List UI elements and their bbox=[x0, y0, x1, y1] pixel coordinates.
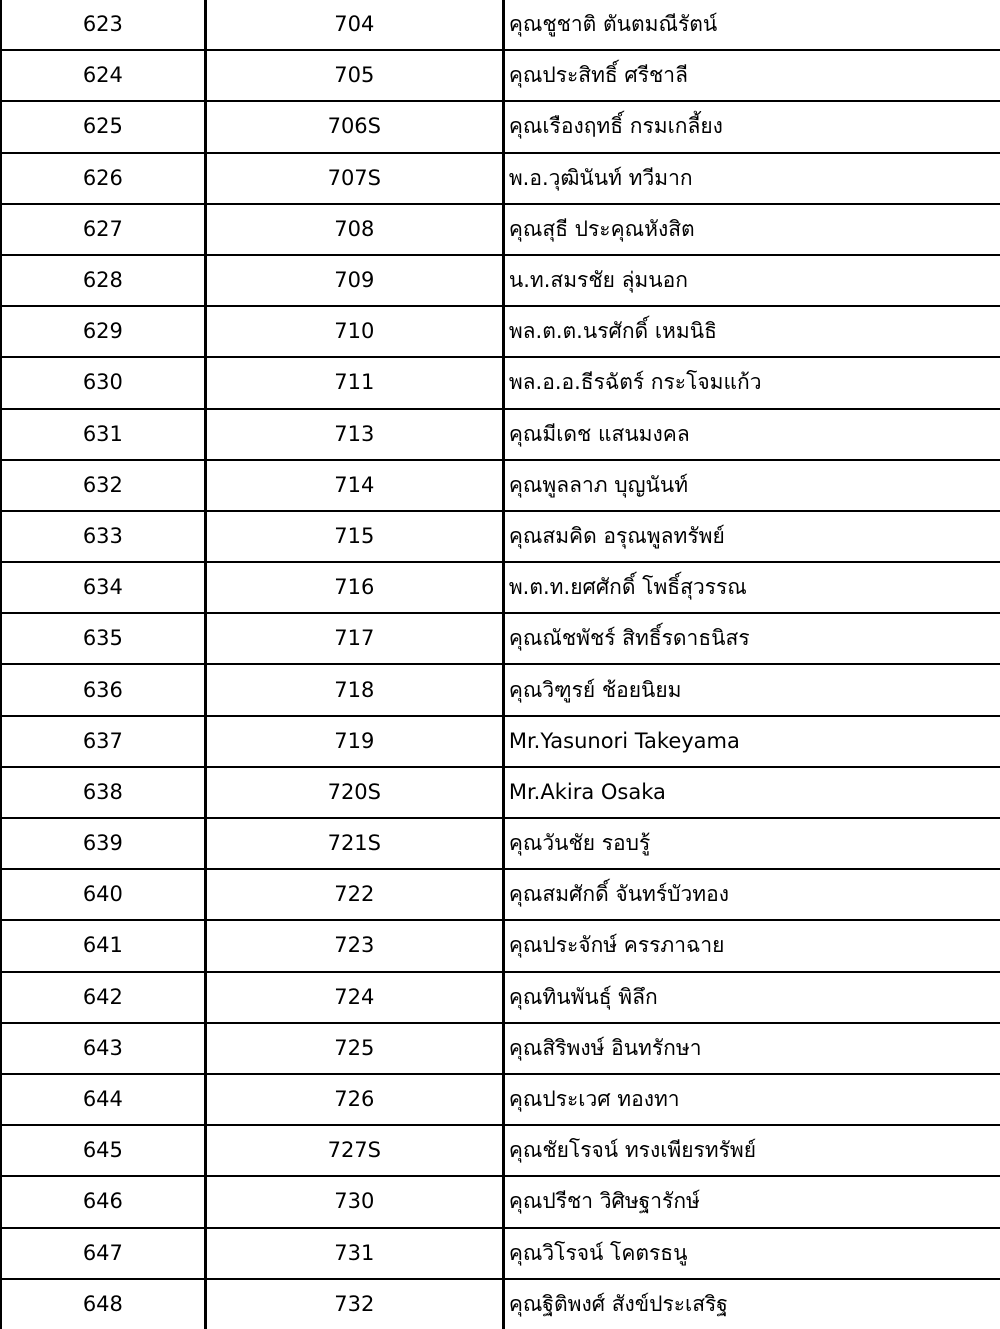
member-name-cell: คุณทินพันธุ์ พิลึก bbox=[503, 972, 1000, 1023]
member-code-cell: 711 bbox=[205, 357, 503, 408]
table-row bbox=[1, 869, 1000, 920]
member-code-cell: 717 bbox=[205, 613, 503, 664]
table-row bbox=[1, 306, 1000, 357]
member-name-cell: คุณปรีชา วิศิษฐารักษ์ bbox=[503, 1176, 1000, 1227]
member-code-cell: 707S bbox=[205, 153, 503, 204]
member-name-cell: คุณวิฑูรย์ ช้อยนิยม bbox=[503, 664, 1000, 715]
table-row bbox=[1, 1023, 1000, 1074]
table-row bbox=[1, 1125, 1000, 1176]
member-name-cell: Mr.Akira Osaka bbox=[503, 767, 1000, 818]
member-name-cell: คุณพูลลาภ บุญนันท์ bbox=[503, 460, 1000, 511]
member-name-cell: พล.อ.อ.ธีรฉัตร์ กระโจมแก้ว bbox=[503, 357, 1000, 408]
member-name-cell: คุณมีเดช แสนมงคล bbox=[503, 409, 1000, 460]
member-code-cell: 715 bbox=[205, 511, 503, 562]
member-code-cell: 720S bbox=[205, 767, 503, 818]
member-name-cell: คุณสุธี ประคุณหังสิต bbox=[503, 204, 1000, 255]
sequence-number-cell: 642 bbox=[1, 972, 205, 1023]
sequence-number-cell: 630 bbox=[1, 357, 205, 408]
sequence-number-cell: 633 bbox=[1, 511, 205, 562]
sequence-number-cell: 641 bbox=[1, 920, 205, 971]
member-name-cell: คุณสิริพงษ์ อินทรักษา bbox=[503, 1023, 1000, 1074]
member-code-cell: 706S bbox=[205, 101, 503, 152]
member-code-cell: 709 bbox=[205, 255, 503, 306]
sequence-number-cell: 634 bbox=[1, 562, 205, 613]
sequence-number-cell: 626 bbox=[1, 153, 205, 204]
sequence-number-cell: 628 bbox=[1, 255, 205, 306]
table-row bbox=[1, 818, 1000, 869]
member-name-cell: คุณฐิติพงศ์ สังข์ประเสริฐ bbox=[503, 1279, 1000, 1329]
table-row bbox=[1, 1176, 1000, 1227]
sequence-number-cell: 645 bbox=[1, 1125, 205, 1176]
member-name-cell: คุณประเวศ ทองทา bbox=[503, 1074, 1000, 1125]
member-name-cell: คุณสมคิด อรุณพูลทรัพย์ bbox=[503, 511, 1000, 562]
table-row bbox=[1, 409, 1000, 460]
sequence-number-cell: 625 bbox=[1, 101, 205, 152]
sequence-number-cell: 624 bbox=[1, 50, 205, 101]
table-row bbox=[1, 50, 1000, 101]
member-name-cell: คุณชัยโรจน์ ทรงเพียรทรัพย์ bbox=[503, 1125, 1000, 1176]
member-code-cell: 731 bbox=[205, 1228, 503, 1279]
table-row bbox=[1, 664, 1000, 715]
table-row bbox=[1, 511, 1000, 562]
table-row bbox=[1, 255, 1000, 306]
table-row bbox=[1, 101, 1000, 152]
sequence-number-cell: 644 bbox=[1, 1074, 205, 1125]
member-name-cell: Mr.Yasunori Takeyama bbox=[503, 716, 1000, 767]
member-code-cell: 710 bbox=[205, 306, 503, 357]
member-name-cell: คุณวันชัย รอบรู้ bbox=[503, 818, 1000, 869]
table-row bbox=[1, 1228, 1000, 1279]
member-code-cell: 719 bbox=[205, 716, 503, 767]
member-code-cell: 708 bbox=[205, 204, 503, 255]
sequence-number-cell: 643 bbox=[1, 1023, 205, 1074]
sequence-number-cell: 638 bbox=[1, 767, 205, 818]
member-name-cell: พล.ต.ต.นรศักดิ์ เหมนิธิ bbox=[503, 306, 1000, 357]
member-name-cell: คุณณัชพัชร์ สิทธิ์รดาธนิสร bbox=[503, 613, 1000, 664]
member-name-cell: น.ท.สมรชัย ลุ่มนอก bbox=[503, 255, 1000, 306]
sequence-number-cell: 635 bbox=[1, 613, 205, 664]
member-code-cell: 718 bbox=[205, 664, 503, 715]
table-row bbox=[1, 1074, 1000, 1125]
member-code-cell: 705 bbox=[205, 50, 503, 101]
member-code-cell: 724 bbox=[205, 972, 503, 1023]
member-code-cell: 714 bbox=[205, 460, 503, 511]
table-row bbox=[1, 562, 1000, 613]
table-row bbox=[1, 716, 1000, 767]
member-code-cell: 716 bbox=[205, 562, 503, 613]
table-row bbox=[1, 0, 1000, 50]
member-name-cell: คุณสมศักดิ์ จันทร์บัวทอง bbox=[503, 869, 1000, 920]
sequence-number-cell: 640 bbox=[1, 869, 205, 920]
member-name-cell: คุณประสิทธิ์ ศรีชาลี bbox=[503, 50, 1000, 101]
member-name-cell: พ.อ.วุฒินันท์ ทวีมาก bbox=[503, 153, 1000, 204]
table-row bbox=[1, 153, 1000, 204]
table-row bbox=[1, 613, 1000, 664]
sequence-number-cell: 648 bbox=[1, 1279, 205, 1329]
table-row bbox=[1, 1279, 1000, 1329]
member-table-body bbox=[1, 0, 1000, 1329]
table-row bbox=[1, 357, 1000, 408]
sequence-number-cell: 637 bbox=[1, 716, 205, 767]
sequence-number-cell: 646 bbox=[1, 1176, 205, 1227]
sequence-number-cell: 627 bbox=[1, 204, 205, 255]
member-code-cell: 725 bbox=[205, 1023, 503, 1074]
member-code-cell: 704 bbox=[205, 0, 503, 50]
member-code-cell: 730 bbox=[205, 1176, 503, 1227]
member-code-cell: 732 bbox=[205, 1279, 503, 1329]
member-code-cell: 721S bbox=[205, 818, 503, 869]
table-row bbox=[1, 460, 1000, 511]
sequence-number-cell: 631 bbox=[1, 409, 205, 460]
table-row bbox=[1, 767, 1000, 818]
member-name-cell: พ.ต.ท.ยศศักดิ์ โพธิ์สุวรรณ bbox=[503, 562, 1000, 613]
sequence-number-cell: 636 bbox=[1, 664, 205, 715]
member-code-cell: 727S bbox=[205, 1125, 503, 1176]
sequence-number-cell: 623 bbox=[1, 0, 205, 50]
member-name-cell: คุณประจักษ์ ครรภาฉาย bbox=[503, 920, 1000, 971]
table-row bbox=[1, 204, 1000, 255]
table-row bbox=[1, 920, 1000, 971]
member-name-cell: คุณชูชาติ ตันตมณีรัตน์ bbox=[503, 0, 1000, 50]
sequence-number-cell: 632 bbox=[1, 460, 205, 511]
sequence-number-cell: 639 bbox=[1, 818, 205, 869]
table-row bbox=[1, 972, 1000, 1023]
sequence-number-cell: 629 bbox=[1, 306, 205, 357]
sequence-number-cell: 647 bbox=[1, 1228, 205, 1279]
member-code-cell: 713 bbox=[205, 409, 503, 460]
member-name-cell: คุณวิโรจน์ โคตรธนู bbox=[503, 1228, 1000, 1279]
member-code-cell: 726 bbox=[205, 1074, 503, 1125]
member-code-cell: 723 bbox=[205, 920, 503, 971]
member-name-cell: คุณเรืองฤทธิ์ กรมเกลี้ยง bbox=[503, 101, 1000, 152]
member-code-cell: 722 bbox=[205, 869, 503, 920]
